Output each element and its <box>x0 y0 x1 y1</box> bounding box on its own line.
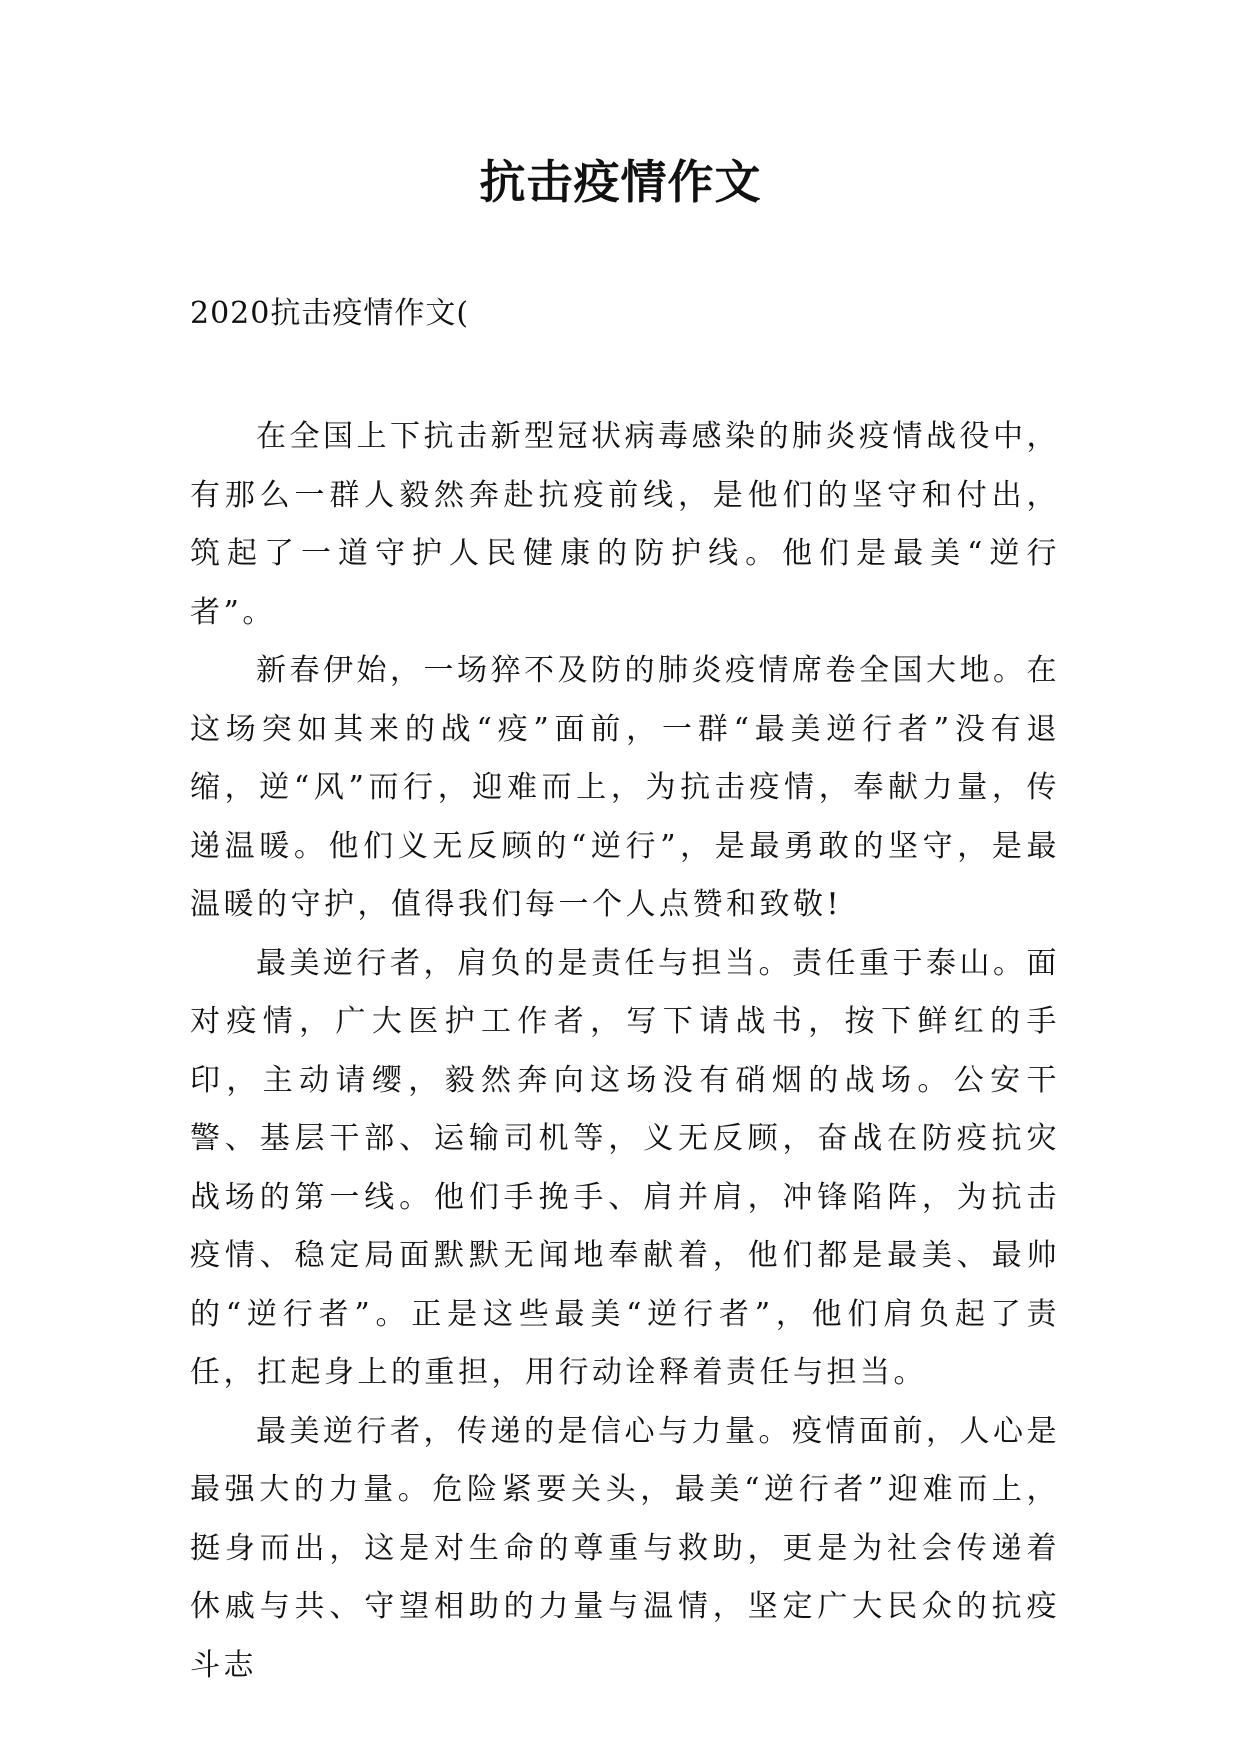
paragraph: 最美逆行者，传递的是信心与力量。疫情面前，人心是最强大的力量。危险紧要关头，最美“逆行者”迎难而上，挺身而出，这是对生命的尊重与救助，更是为社会传递着休戚与共、守望相助的力量与温情，坚定广大民众的抗疫斗志 <box>190 1413 1060 1683</box>
document-body <box>190 408 1060 1695</box>
paragraph: 新春伊始，一场猝不及防的肺炎疫情席卷全国大地。在这场突如其来的战“疫”面前，一群“最美逆行者”没有退缩，逆“风”而行，迎难而上，为抗击疫情，奉献力量，传递温暖。他们义无反顾的“逆行”，是最勇敢的坚守，是最温暖的守护，值得我们每一个人点赞和致敬! <box>190 653 1060 922</box>
document-title: 抗击疫情作文 <box>479 155 762 209</box>
paragraph: 最美逆行者，肩负的是责任与担当。责任重于泰山。面对疫情，广大医护工作者，写下请战书，按下鲜红的手印，主动请缨，毅然奔向这场没有硝烟的战场。公安干警、基层干部、运输司机等，义无反顾，奋战在防疫抗灾战场的第一线。他们手挽手、肩并肩，冲锋陷阵，为抗击疫情、稳定局面默默无闻地奉献着，他们都是最美、最帅的“逆行者”。正是这些最美“逆行者”，他们肩负起了责任，扛起身上的重担，用行动诠释着责任与担当。 <box>190 945 1060 1390</box>
document-subtitle: 2020抗击疫情作文( <box>190 296 470 331</box>
paragraph: 在全国上下抗击新型冠状病毒感染的肺炎疫情战役中，有那么一群人毅然奔赴抗疫前线，是他们的坚守和付出，筑起了一道守护人民健康的防护线。他们是最美“逆行者”。 <box>190 419 1060 630</box>
